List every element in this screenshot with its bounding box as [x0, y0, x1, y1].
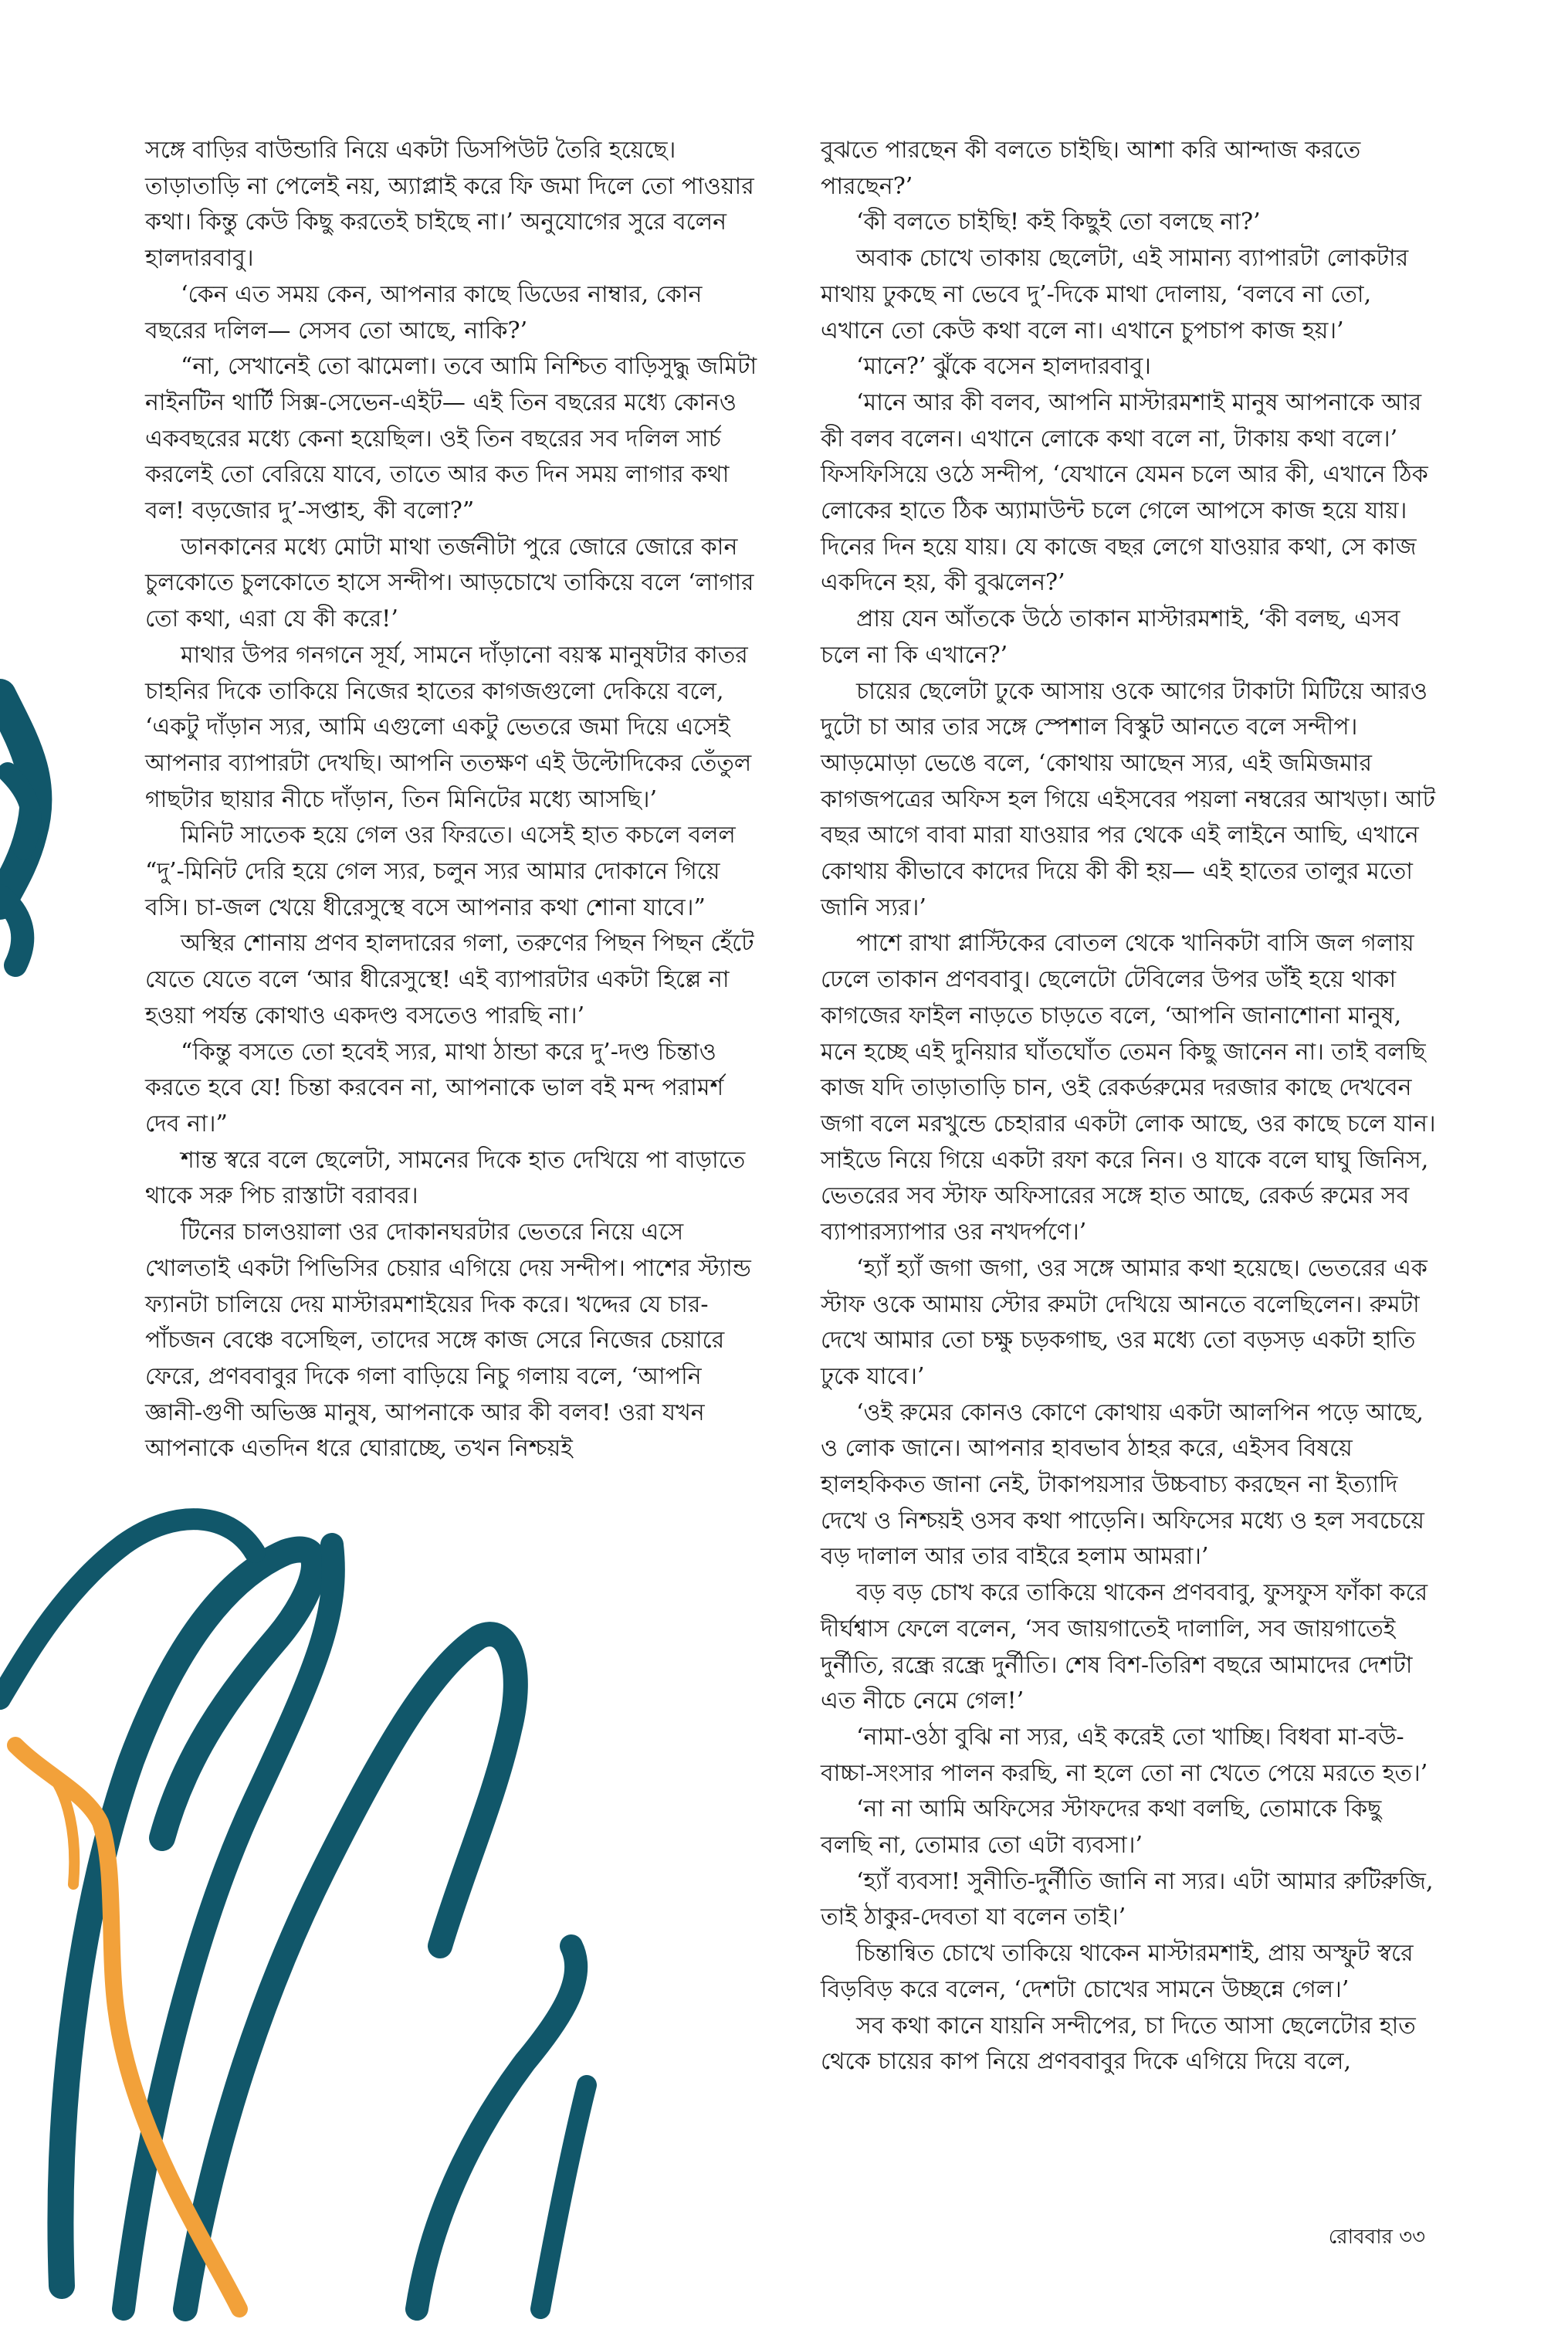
right-text-column	[821, 133, 1438, 2080]
paragraph: চিন্তান্বিত চোখে তাকিয়ে থাকেন মাস্টারমশাই, প্রায় অস্ফুট স্বরে বিড়বিড় করে বলেন, ‘দেশটা চোখের সামনে উচ্ছন্নে গেল।’	[821, 1940, 1414, 2003]
teal-brush-loop-6	[0, 1519, 255, 1699]
paragraph: সব কথা কানে যায়নি সন্দীপের, চা দিতে আসা ছেলেটোর হাত থেকে চায়ের কাপ নিয়ে প্রণববাবুর দিকে এগিয়ে দিয়ে বলে,	[821, 2012, 1416, 2076]
teal-brush-loop-3	[185, 1634, 516, 2309]
paragraph: মিনিট সাতেক হয়ে গেল ওর ফিরতে। এসেই হাত কচলে বলল “দু’-মিনিট দেরি হয়ে গেল স্যর, চলুন স্যর আমার দোকানে গিয়ে বসি। চা-জল খেয়ে ধীরেসুস্থে বসে আপনার কথা শোনা যাবে।”	[145, 822, 736, 921]
teal-brush-loop-5	[540, 2085, 587, 2309]
paragraph: ‘মানে?’ ঝুঁকে বসেন হালদারবাবু।	[856, 353, 1151, 381]
paragraph: ‘হ্যাঁ হ্যাঁ জগা জগা, ওর সঙ্গে আমার কথা হয়েছে। ভেতরের এক স্টাফ ওকে আমায় স্টোর রুমটা দেখিয়ে আনতে বলেছিলেন। রুমটা দেখে আমার তো চক্ষু চড়কগাছ, ওর মধ্যে তো বড়সড় একটা হাতি ঢুকে যাবে।’	[821, 1254, 1427, 1390]
paragraph: ‘হ্যাঁ ব্যবসা! সুনীতি-দুর্নীতি জানি না স্যর। এটা আমার রুটিরুজি, তাই ঠাকুর-দেবতা যা বলেন তাই।’	[821, 1867, 1434, 1931]
paragraph: ‘মানে আর কী বলব, আপনি মাস্টারমশাই মানুষ আপনাকে আর কী বলব বলেন। এখানে লোকে কথা বলে না, টাকায় কথা বলে।’ ফিসফিসিয়ে ওঠে সন্দীপ, ‘যেখানে যেমন চলে আর কী, এখানে ঠিক লোকের হাতে ঠিক অ্যামাউন্ট চলে গেলে আপসে কাজ হয়ে যায়। দিনের দিন হয়ে যায়। যে কাজে বছর লেগে যাওয়ার কথা, সে কাজ একদিনে হয়, কী বুঝলেন?’	[821, 388, 1428, 597]
teal-brush-loop-1	[60, 1550, 314, 2286]
teal-brush-mark-upper-2	[8, 772, 31, 849]
paragraph: বড় বড় চোখ করে তাকিয়ে থাকেন প্রণববাবু, ফুসফুস ফাঁকা করে দীর্ঘশ্বাস ফেলে বলেন, ‘সব জায়গাতেই দালালি, সব জায়গাতেই দুর্নীতি, রন্ধ্রে রন্ধ্রে দুর্নীতি। শেষ বিশ-তিরিশ বছরে আমাদের দেশটা এত নীচে নেমে গেল!’	[821, 1579, 1428, 1715]
paragraph: ‘কেন এত সময় কেন, আপনার কাছে ডিডের নাম্বার, কোন বছরের দলিল— সেসব তো আছে, নাকি?’	[145, 280, 703, 344]
left-text-column	[145, 133, 763, 1467]
teal-brush-loop-4	[417, 1946, 576, 2309]
paragraph: পাশে রাখা প্লাস্টিকের বোতল থেকে খানিকটা বাসি জল গলায় ঢেলে তাকান প্রণববাবু। ছেলেটো টেবিলের উপর ডাঁই হয়ে থাকা কাগজের ফাইল নাড়তে চাড়তে বলে, ‘আপনি জানাশোনা মানুষ, মনে হচ্ছে এই দুনিয়ার ঘাঁতঘোঁত তেমন কিছু জানেন না। তাই বলছি কাজ যদি তাড়াতাড়ি চান, ওই রেকর্ডরুমের দরজার কাছে দেখবেন জগা বলে মরখুন্ডে চেহারার একটা লোক আছে, ওর কাছে চলে যান। সাইডে নিয়ে গিয়ে একটা রফা করে নিন। ও যাকে বলে ঘাঘু জিনিস, ভেতরের সব স্টাফ অফিসারের সঙ্গে হাত আছে, রেকর্ড রুমের সব ব্যাপারস্যাপার ওর নখদর্পণে।’	[821, 930, 1436, 1246]
paragraph: “না, সেখানেই তো ঝামেলা। তবে আমি নিশ্চিত বাড়িসুদ্ধু জমিটা নাইনটিন থার্টি সিক্স-সেভেন-এইট— এই তিন বছরের মধ্যে কোনও একবছরের মধ্যে কেনা হয়েছিল। ওই তিন বছরের সব দলিল সার্চ করলেই তো বেরিয়ে যাবে, তাতে আর কত দিন সময় লাগার কথা বল! বড়জোর দু’-সপ্তাহ, কী বলো?”	[145, 353, 757, 525]
paragraph: বুঝতে পারছেন কী বলতে চাইছি। আশা করি আন্দাজ করতে পারছেন?’	[821, 137, 1361, 200]
orange-brush-stroke-2	[46, 1768, 74, 1884]
teal-brush-mark-upper	[0, 695, 36, 904]
teal-brush-loop-2	[124, 1544, 334, 2309]
paragraph: প্রায় যেন আঁতকে উঠে তাকান মাস্টারমশাই, ‘কী বলছ, এসব চলে না কি এখানে?’	[821, 605, 1400, 669]
paragraph: ‘না না আমি অফিসের স্টাফদের কথা বলছি, তোমাকে কিছু বলছি না, তোমার তো এটা ব্যবসা।’	[821, 1795, 1382, 1860]
paragraph: মাথার উপর গনগনে সূর্য, সামনে দাঁড়ানো বয়স্ক মানুষটার কাতর চাহনির দিকে তাকিয়ে নিজের হাতের কাগজগুলো দেকিয়ে বলে, ‘একটু দাঁড়ান স্যর, আমি এগুলো একটু ভেতরে জমা দিয়ে এসেই আপনার ব্যাপারটা দেখছি। আপনি ততক্ষণ এই উল্টোদিকের তেঁতুল গাছটার ছায়ার নীচে দাঁড়ান, তিন মিনিটের মধ্যে আসছি।’	[145, 641, 752, 813]
paragraph: টিনের চালওয়ালা ওর দোকানঘরটার ভেতরে নিয়ে এসে খোলতাই একটা পিভিসির চেয়ার এগিয়ে দেয় সন্দীপ। পাশের স্ট্যান্ড ফ্যানটা চালিয়ে দেয় মাস্টারমশাইয়ের দিক করে। খদ্দের যে চার-পাঁচজন বেঞ্চে বসেছিল, তাদের সঙ্গে কাজ সেরে নিজের চেয়ারে ফেরে, প্রণববাবুর দিকে গলা বাড়িয়ে নিচু গলায় বলে, ‘আপনি জ্ঞানী-গুণী অভিজ্ঞ মানুষ, আপনাকে আর কী বলব! ওরা যখন আপনাকে এতদিন ধরে ঘোরাচ্ছে, তখন নিশ্চয়ই	[145, 1219, 751, 1463]
paragraph: অস্থির শোনায় প্রণব হালদারের গলা, তরুণের পিছন পিছন হেঁটে যেতে যেতে বলে ‘আর ধীরেসুস্থে! এই ব্যাপারটার একটা হিল্লে না হওয়া পর্যন্ত কোথাও একদণ্ড বসতেও পারছি না।’	[145, 930, 754, 1029]
paragraph: শান্ত স্বরে বলে ছেলেটা, সামনের দিকে হাত দেখিয়ে পা বাড়াতে থাকে সরু পিচ রাস্তাটা বরাবর।	[145, 1146, 746, 1210]
paragraph: “কিন্তু বসতে তো হবেই স্যর, মাথা ঠান্ডা করে দু’-দণ্ড চিন্তাও করতে হবে যে! চিন্তা করবেন না, আপনাকে ভাল বই মন্দ পরামর্শ দেব না।”	[145, 1038, 724, 1138]
paragraph: ‘কী বলতে চাইছি! কই কিছুই তো বলছে না?’	[856, 209, 1261, 236]
page-footer-label: রোববার ৩৩	[1328, 2226, 1425, 2249]
teal-brush-mark-lower	[0, 896, 22, 965]
paragraph: চায়ের ছেলেটা ঢুকে আসায় ওকে আগের টাকাটা মিটিয়ে আরও দুটো চা আর তার সঙ্গে স্পেশাল বিস্কুট আনতে বলে সন্দীপ। আড়মোড়া ভেঙে বলে, ‘কোথায় আছেন স্যর, এই জমিজমার কাগজপত্রের অফিস হল গিয়ে এইসবের পয়লা নম্বরের আখড়া। আট বছর আগে বাবা মারা যাওয়ার পর থেকে এই লাইনে আছি, এখানে কোথায় কীভাবে কাদের দিয়ে কী কী হয়— এই হাতের তালুর মতো জানি স্যর।’	[821, 677, 1435, 921]
paragraph: সঙ্গে বাড়ির বাউন্ডারি নিয়ে একটা ডিসপিউট তৈরি হয়েছে। তাড়াতাড়ি না পেলেই নয়, অ্যাপ্লাই করে ফি জমা দিলে তো পাওয়ার কথা। কিন্তু কেউ কিছু করতেই চাইছে না।’ অনুযোগের সুরে বলেন হালদারবাবু।	[145, 137, 754, 273]
paragraph: ‘ওই রুমের কোনও কোণে কোথায় একটা আলপিন পড়ে আছে, ও লোক জানে। আপনার হাবভাব ঠাহর করে, এইসব বিষয়ে হালহকিকত জানা নেই, টাকাপয়সার উচ্চবাচ্য করছেন না ইত্যাদি দেখে ও নিশ্চয়ই ওসব কথা পাড়েনি। অফিসের মধ্যে ও হল সবচেয়ে বড় দালাল আর তার বাইরে হলাম আমরা।’	[821, 1399, 1424, 1571]
paragraph: ডানকানের মধ্যে মোটা মাথা তর্জনীটা পুরে জোরে জোরে কান চুলকোতে চুলকোতে হাসে সন্দীপ। আড়চোখে তাকিয়ে বলে ‘লাগার তো কথা, এরা যে কী করে!’	[145, 533, 754, 633]
orange-brush-stroke-1	[15, 1745, 239, 2309]
paragraph: অবাক চোখে তাকায় ছেলেটা, এই সামান্য ব্যাপারটা লোকটার মাথায় ঢুকছে না ভেবে দু’-দিকে মাথা দোলায়, ‘বলবে না তো, এখানে তো কেউ কথা বলে না। এখানে চুপচাপ কাজ হয়।’	[821, 245, 1409, 344]
paragraph: ‘নামা-ওঠা বুঝি না স্যর, এই করেই তো খাচ্ছি। বিধবা মা-বউ-বাচ্চা-সংসার পালন করছি, না হলে তো না খেতে পেয়ে মরতে হত।’	[821, 1723, 1428, 1787]
